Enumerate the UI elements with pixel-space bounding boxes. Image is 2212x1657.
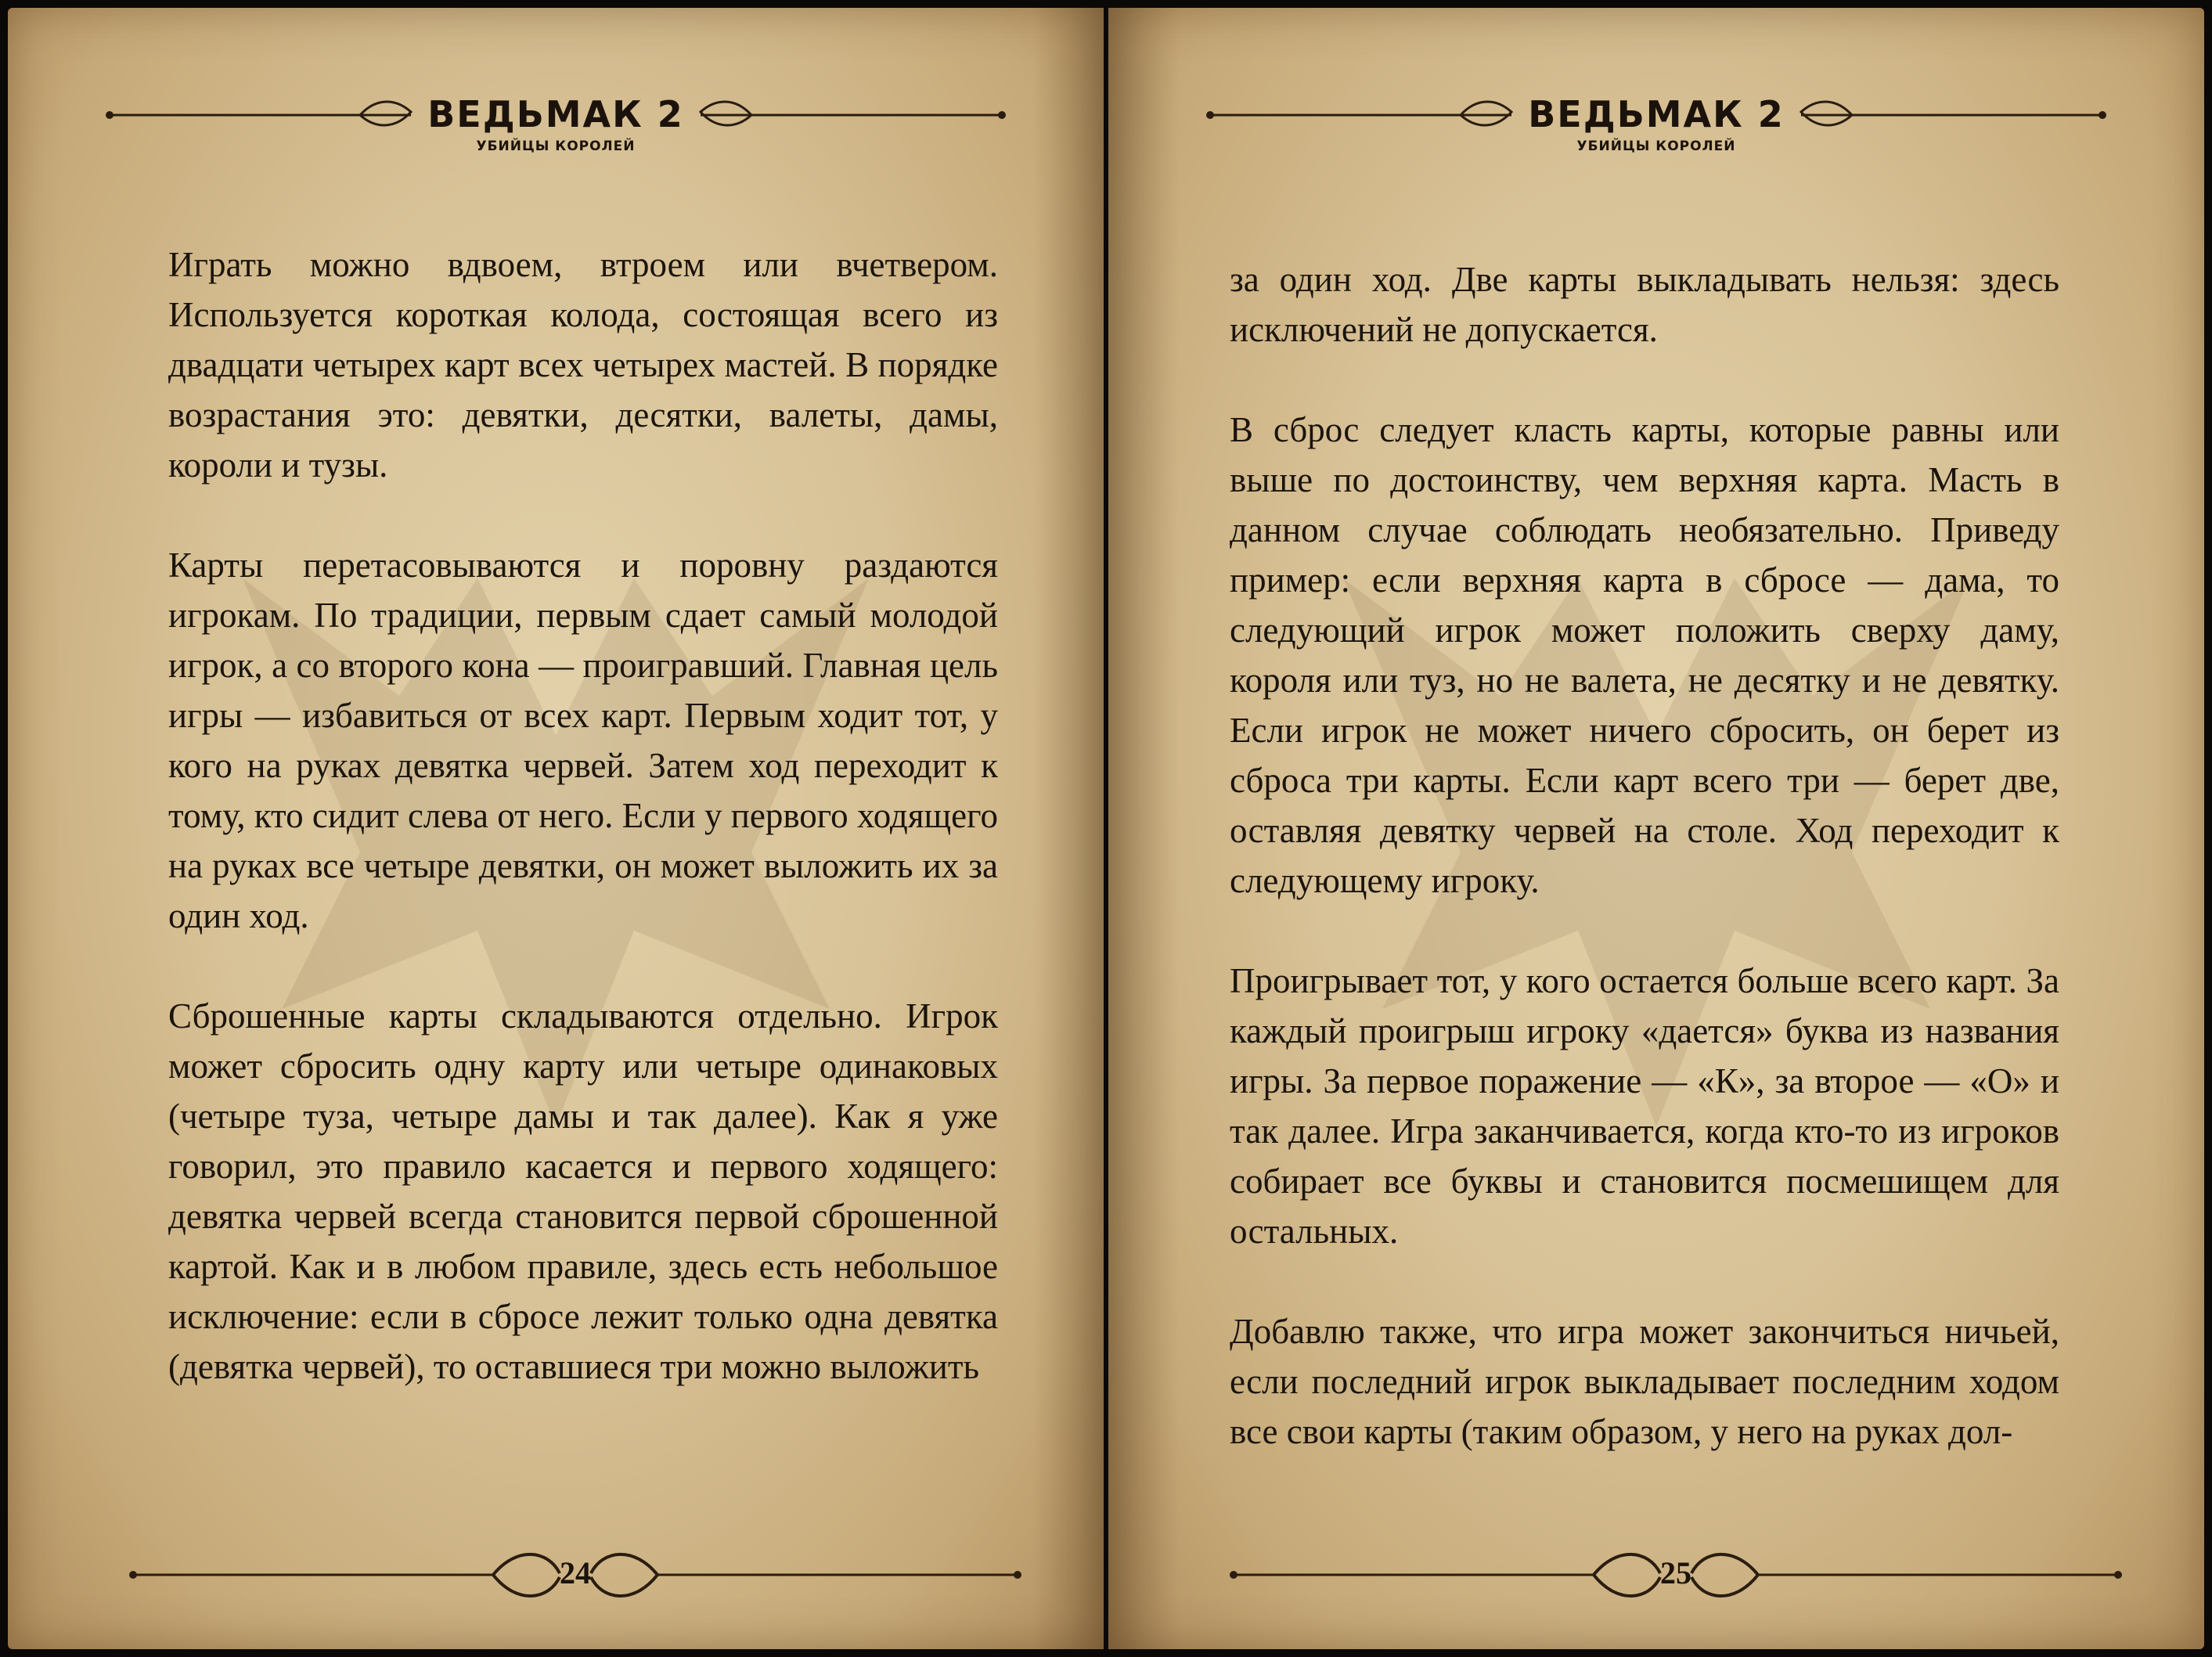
paragraph: Сброшенные карты складываются отдельно. Игрок может сбросить одну карту или четыре одинаковых (четыре туза, четыре дамы и так далее). Как я уже говорил, это правило касается и первого ходящего: девятка червей всегда становится первой сброшенной картой. Как и в любом правиле, здесь есть небольшое исключение: если в сбросе лежит только одна девятка (девятка червей), то оставшиеся три можно выложить xyxy=(168,996,998,1386)
left-page-text xyxy=(168,240,998,1392)
logo-subtitle: УБИЙЦЫ КОРОЛЕЙ xyxy=(1576,139,1736,154)
right-page xyxy=(1108,8,2204,1649)
paragraph: В сброс следует класть карты, которые равны или выше по достоинству, чем верхняя карта. Масть в данном случае соблюдать необязательно. Приведу пример: если верхняя карта в сбросе — дама, то следующий игрок может положить сверху даму, короля или туз, но не валета, не десятку и не девятку. Если игрок не может ничего сбросить, он берет из сброса три карты. Если карт всего три — берет две, оставляя девятку червей на столе. Ход переходит к следующему игроку. xyxy=(1230,410,2059,900)
gutter-shadow xyxy=(1108,8,1179,1649)
page-number: 25 xyxy=(1660,1555,1691,1590)
open-book xyxy=(8,8,2204,1649)
paragraph: Добавлю также, что игра может закончиться ничьей, если последний игрок выкладывает последним ходом все свои карты (таким образом, у него на руках дол- xyxy=(1230,1312,2059,1451)
logo-title: ВЕДЬМАК 2 xyxy=(427,93,684,135)
logo-title: ВЕДЬМАК 2 xyxy=(1528,93,1785,135)
paragraph: Играть можно вдвоем, втроем или вчетвером. Используется короткая колода, состоящая всего из двадцати четырех карт всех четырех мастей. В порядке возрастания это: девятки, десятки, валеты, дамы, короли и тузы. xyxy=(168,245,998,484)
page-number: 24 xyxy=(560,1555,591,1590)
left-page xyxy=(8,8,1104,1649)
page-footer xyxy=(125,1542,1025,1628)
right-page-text xyxy=(1230,254,2059,1457)
paragraph: за один ход. Две карты выкладывать нельзя: здесь исключений не допускается. xyxy=(1230,260,2059,349)
paragraph: Карты перетасовываются и поровну раздаются игрокам. По традиции, первым сдает самый молодой игрок, а со второго кона — проигравший. Главная цель игры — избавиться от всех карт. Первым ходит тот, у кого на руках девятка червей. Затем ход переходит к тому, кто сидит слева от него. Если у первого ходящего на руках все четыре девятки, он может выложить их за один ход. xyxy=(168,546,998,935)
page-footer xyxy=(1226,1542,2126,1628)
page-header xyxy=(102,82,1010,176)
logo-subtitle: УБИЙЦЫ КОРОЛЕЙ xyxy=(476,139,636,154)
paragraph: Проигрывает тот, у кого остается больше всего карт. За каждый проигрыш игроку «дается» буква из названия игры. За первое поражение — «К», за второе — «О» и так далее. Игра заканчивается, когда кто-то из игроков собирает все буквы и становится посмешищем для остальных. xyxy=(1230,961,2059,1251)
page-header xyxy=(1202,82,2110,176)
gutter-shadow xyxy=(1033,8,1104,1649)
